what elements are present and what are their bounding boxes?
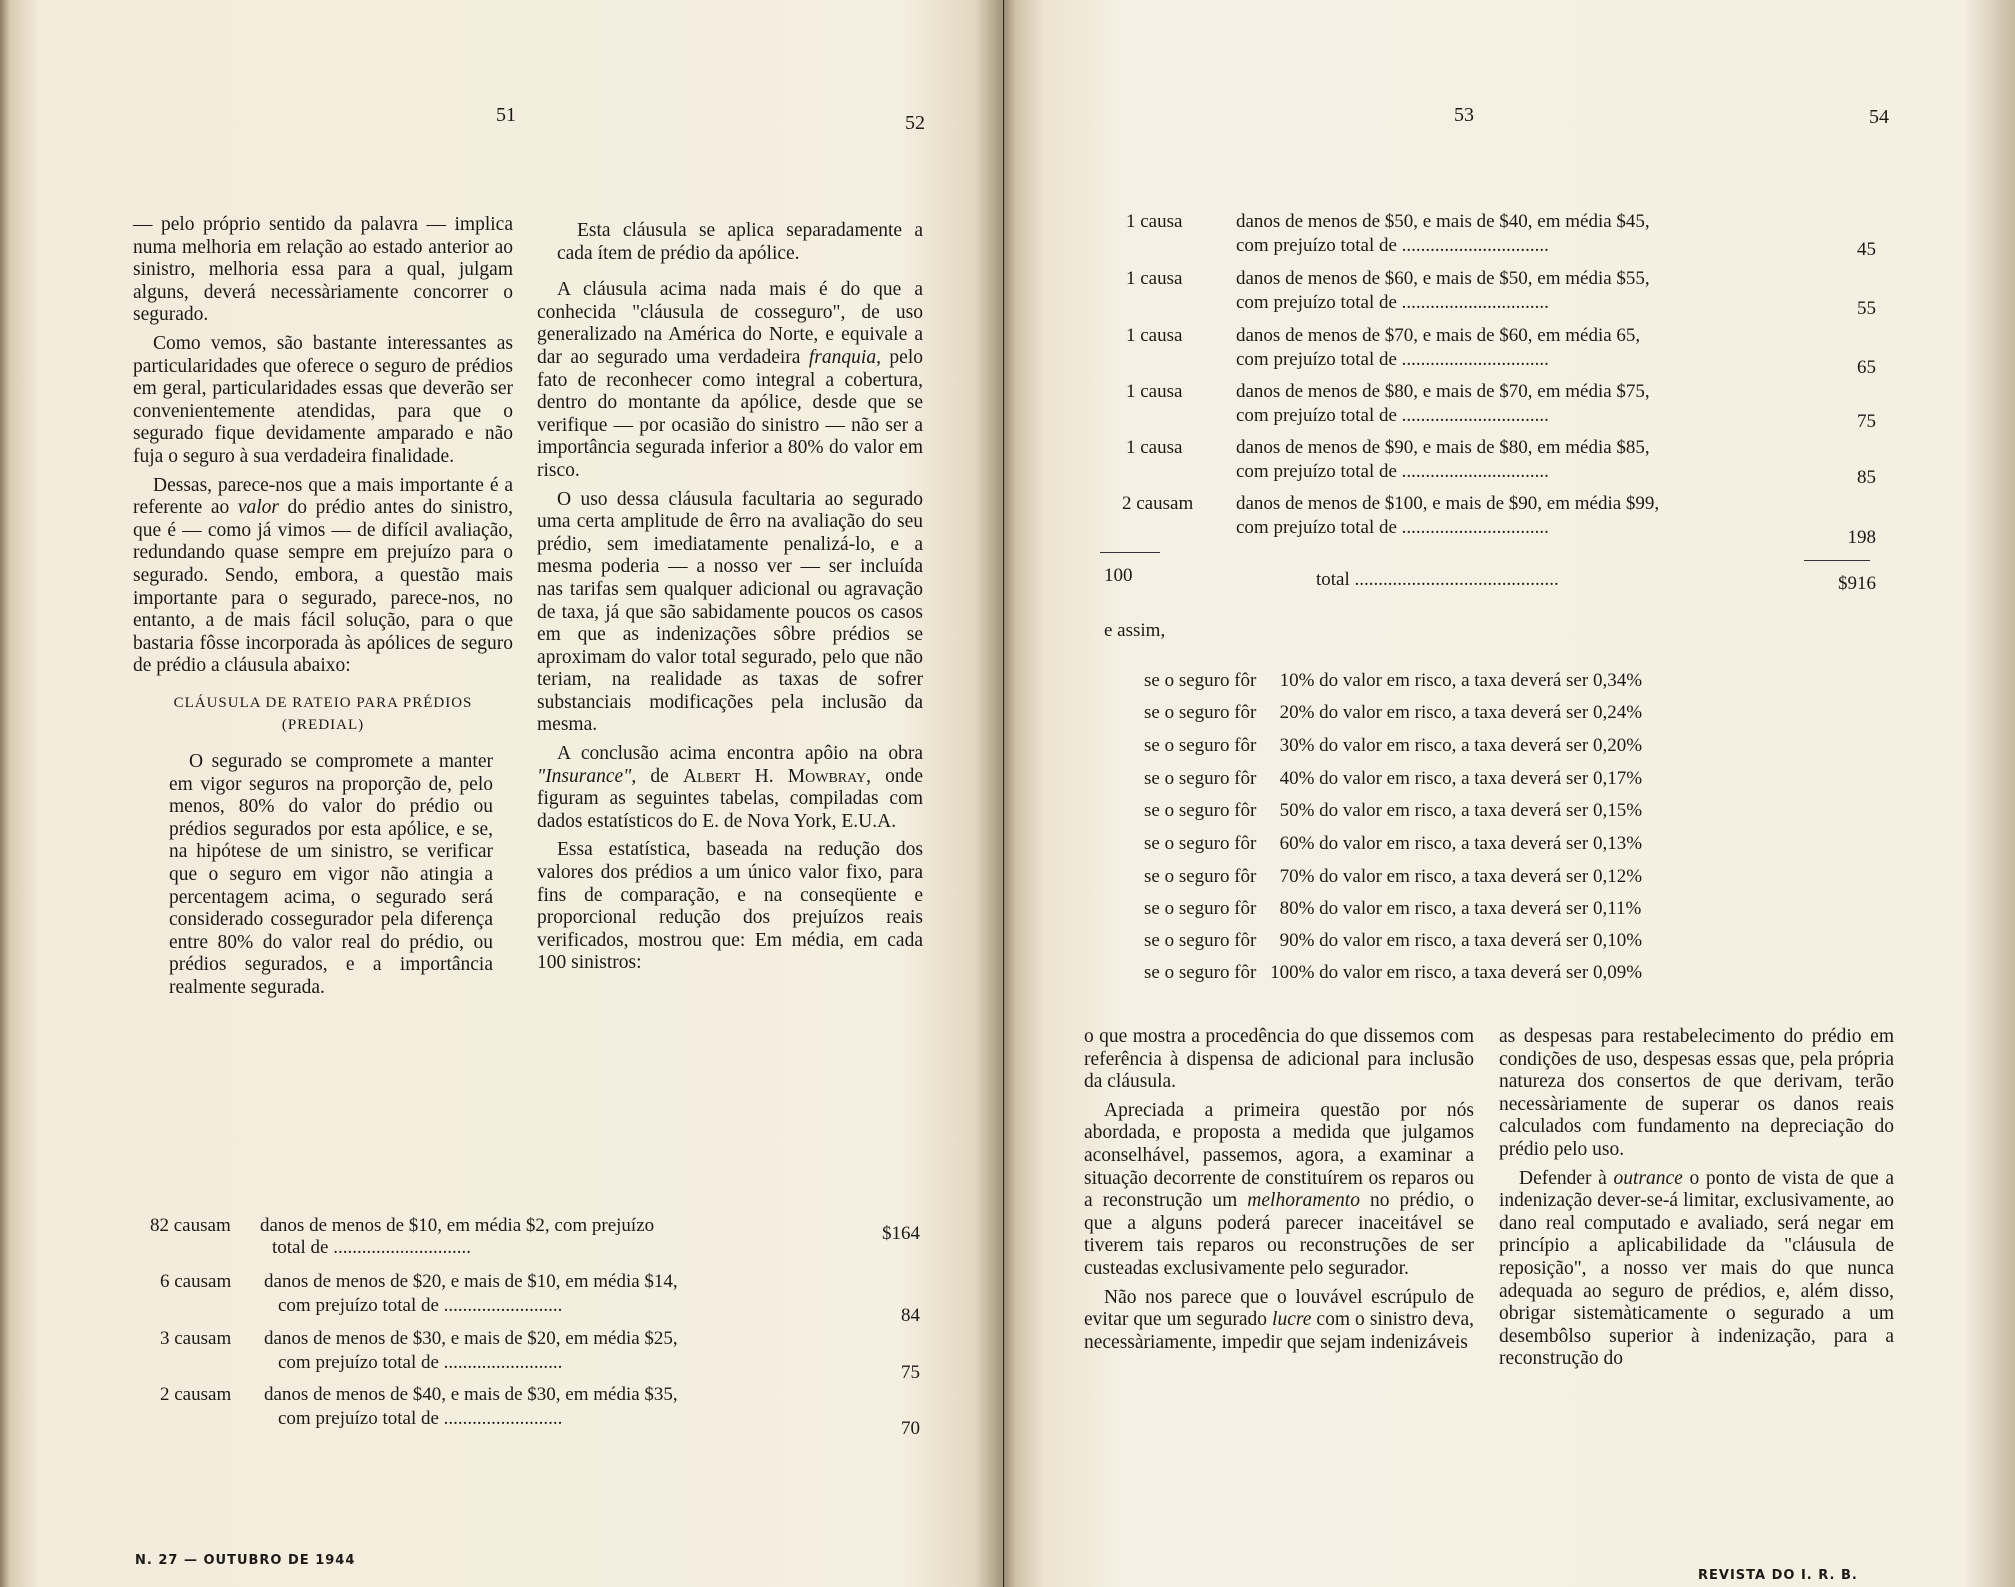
rate-row: se o seguro fôr 70% do valor em risco, a taxa deverá ser 0,12% bbox=[1144, 866, 1643, 887]
page-number-53: 53 bbox=[1454, 104, 1474, 126]
rate-row: se o seguro fôr 10% do valor em risco, a taxa deverá ser 0,34% bbox=[1144, 670, 1643, 691]
total-rule-right bbox=[1804, 560, 1870, 561]
paragraph: Essa estatística, baseada na redução dos valores dos prédios a um único valor fixo, para fins de comparação, e na conseqüente e proporcional redução dos prejuízos reais verificados, mostrou que: Em média, em cada 100 sinistros: bbox=[537, 839, 923, 974]
paragraph: Apreciada a primeira questão por nós abordada, e proposta a medida que julgamos aconselhável, passemos, agora, a examinar a situação decorrente de constituírem os reparos ou a reconstrução um melhoramento no prédio, o que a alguns poderá parecer inaceitável se tiverem tais reparos ou reconstruções de ser custeadas exclusivamente pelo segurador. bbox=[1084, 1099, 1474, 1279]
paragraph: Dessas, parece-nos que a mais importante é a referente ao valor do prédio antes do sinistro, que é — como já vimos — de difícil avaliação, redundando quase sempre em prejuízo para o segurado. Sendo, embora, a questão mais importante para o segurado, parece-nos, no entanto, a de mais fácil solução, para o que bastaria fôsse incorporada às apólices de seguro de prédio a cláusula abaixo: bbox=[133, 474, 513, 677]
paragraph: — pelo próprio sentido da palavra — implica numa melhoria em relação ao estado anterior ao sinistro, melhoria essa para a qual, julgam alguns, deverá necessàriamente concorrer o segurado. bbox=[133, 214, 513, 326]
rate-row: se o seguro fôr 40% do valor em risco, a taxa deverá ser 0,17% bbox=[1144, 768, 1643, 789]
page-number-51: 51 bbox=[496, 104, 516, 126]
footer-journal: REVISTA DO I. R. B. bbox=[1698, 1568, 1858, 1583]
paragraph: as despesas para restabelecimento do prédio em condições de uso, despesas essas que, pela própria natureza dos consertos de que derivam, terão necessàriamente de superar os danos reais calculados com fundamento na depreciação do prédio pelo uso. bbox=[1499, 1026, 1894, 1160]
page53-column bbox=[1084, 1026, 1474, 1360]
rate-row: se o seguro fôr 60% do valor em risco, a taxa deverá ser 0,13% bbox=[1144, 833, 1643, 854]
rate-row: se o seguro fôr 50% do valor em risco, a taxa deverá ser 0,15% bbox=[1144, 800, 1643, 821]
rate-row: se o seguro fôr 30% do valor em risco, a taxa deverá ser 0,20% bbox=[1144, 735, 1643, 756]
paragraph: o que mostra a procedência do que dissemos com referência à dispensa de adicional para inclusão da cláusula. bbox=[1084, 1026, 1474, 1093]
paragraph: A conclusão acima encontra apôio na obra "Insurance", de Albert H. Mowbray, onde figuram as seguintes tabelas, compiladas com dados estatísticos do E. de Nova York, E.U.A. bbox=[537, 743, 924, 832]
paragraph: Defender à outrance o ponto de vista de que a indenização dever-se-á limitar, exclusivamente, ao dano real computado e avaliado, será negar em princípio a aplicabilidade da "cláusula de reposição", a nosso ver mais do que nunca adequada ao seguro de prédios, e, além disso, obrigar sistemàticamente o segurado a um desembôlso superior à indenização, para a reconstrução do bbox=[1499, 1167, 1894, 1370]
rate-row: se o seguro fôr 80% do valor em risco, a taxa deverá ser 0,11% bbox=[1144, 898, 1642, 919]
clause-text: O segurado se compromete a manter em vigor seguros na proporção de, pelo menos, 80% do valor do prédio ou prédios segurados por esta apólice, e se, na hipótese de um sinistro, se verificar que o seguro em vigor não atingia a percentagem acima, o segurado será considerado cossegurador pela diferença entre 80% do valor real do prédio, ou prédios segurados, e a importância realmente segurada. bbox=[169, 751, 493, 998]
left-page: 51 52 — pelo próprio sentido da palavra — implica numa melhoria em relação ao estado anterior ao sinistro, melhoria essa para a qual, julgam alguns, deverá necessàriamente concorrer o segurado. Como vemos, são bastante interessantes as particularidades que oferece o seguro de prédios em geral, particularidades essas que deverão ser convenientemente atendidas, para que o segurado fique devidamente amparado e não fuja o seguro à sua verdadeira finalidade. Dessas, parece-nos que a mais importante é a referente ao valor do prédio antes do sinistro, que é — como já vimos — de difícil avaliação, redundando quase sempre em prejuízo para o segurado. Sendo, embora, a questão mais importante para o segurado, parece-nos, no entanto, a de mais fácil solução, para o que bastaria fôsse incorporada às apólices de seguro de prédio a cláusula abaixo: CLÁUSULA DE RATEIO PARA PRÉDIOS (PREDIAL) O segurado se compromete a manter em vigor seguros na proporção de, pelo menos, 80% do valor do prédio ou prédios segurados por esta apólice, e se, na hipótese de um sinistro, se verificar que o seguro em vigor não atingia a percentagem acima, o segurado será considerado cossegurador pela diferença entre 80% do valor real do prédio, ou prédios segurados, e a importância realmente segurada. Esta cláusula se aplica separadamente a cada ítem de prédio da apólice. A cláusula acima nada mais é do que a conhecida "cláusula de cosseguro", de uso generalizado na América do Norte, e equivale a dar ao segurado uma verdadeira franquia, pelo fato de reconhecer como integral a cobertura, dentro do montante da apólice, desde que se verifique — por ocasião do sinistro — não ser a importância segurada inferior a 80% do valor em risco. O uso dessa cláusula facultaria ao segurado uma certa amplitude de êrro na avaliação do seu prédio, sem imediatamente penalizá-lo, e a mesma poderia — a nosso ver — ser incluída nas tarifas sem qualquer adicional ou agravação de taxa, já que são sabidamente poucos os casos em que as indenizações sôbre prédios se aproximam do valor total segurado, pelo que não teriam, na realidade as taxas de sofrer substanciais modificações pela inclusão da mesma. A conclusão acima encontra apôio na obra "Insurance", de Albert H. Mowbray, onde figuram as seguintes tabelas, compiladas com dados estatísticos do E. de Nova York, E.U.A. Essa estatística, baseada na redução dos valores dos prédios a um único valor fixo, para fins de comparação, e na conseqüente e proporcional redução dos prejuízos reais verificados, mostrou que: Em média, em cada 100 sinistros: 82 causam danos de menos de $10, em média $2, com prejuízo total de ............................. $164 6 causam danos de menos de $20, e mais de $10, em média $14, com prejuízo total de ......................... 84 3 causam danos de menos de $30, e mais de $20, em média $25, com prejuízo total de ......................... 75 2 causam danos de menos de $40, e mais de $30, em média $35, com prejuízo total de ......................... 70 N. 27 — OUTUBRO DE 1944 bbox=[0, 0, 1003, 1587]
paragraph: Esta cláusula se aplica separadamente a cada ítem de prédio da apólice. bbox=[557, 220, 923, 264]
page51-column bbox=[133, 214, 513, 1000]
rate-row: se o seguro fôr 90% do valor em risco, a taxa deverá ser 0,10% bbox=[1144, 930, 1643, 951]
footer-issue: N. 27 — OUTUBRO DE 1944 bbox=[135, 1553, 356, 1568]
rate-row: se o seguro fôr 100% do valor em risco, a taxa deverá ser 0,09% bbox=[1144, 962, 1643, 983]
page52-column bbox=[537, 220, 923, 981]
right-page: 53 54 1 causa danos de menos de $50, e mais de $40, em média $45, com prejuízo total de ............................... 45 1 causa danos de menos de $60, e mais de $50, em média $55, com prejuízo total de ............................... 55 1 causa danos de menos de $70, e mais de $60, em média 65, com prejuízo total de ............................... 65 1 causa danos de menos de $80, e mais de $70, em média $75, com prejuízo total de ............................... 75 1 causa danos de menos de $90, e mais de $80, em média $85, com prejuízo total de ............................... 85 2 causam danos de menos de $100, e mais de $90, em média $99, com prejuízo total de ............................... 198 100 total ........................................... $916 e assim, se o seguro fôr 10% do valor em risco, a taxa deverá ser 0,34% se o seguro fôr 20% do valor em risco, a taxa deverá ser 0,24% se o seguro fôr 30% do valor em risco, a taxa deverá ser 0,20% se o seguro fôr 40% do valor em risco, a taxa deverá ser 0,17% se o seguro fôr 50% do valor em risco, a taxa deverá ser 0,15% se o seguro fôr 60% do valor em risco, a taxa deverá ser 0,13% se o seguro fôr 70% do valor em risco, a taxa deverá ser 0,12% se o seguro fôr 80% do valor em risco, a taxa deverá ser 0,11% se o seguro fôr 90% do valor em risco, a taxa deverá ser 0,10% se o seguro fôr 100% do valor em risco, a taxa deverá ser 0,09% o que mostra a procedência do que dissemos com referência à dispensa de adicional para inclusão da cláusula. Apreciada a primeira questão por nós abordada, e proposta a medida que julgamos aconselhável, passemos, agora, a examinar a situação decorrente de constituírem os reparos ou a reconstrução um melhoramento no prédio, o que a alguns poderá parecer inaceitável se tiverem tais reparos ou reconstruções de ser custeadas exclusivamente pelo segurador. Não nos parece que o louvável escrúpulo de evitar que um segurado lucre com o sinistro deva, necessàriamente, impedir que sejam indenizáveis as despesas para restabelecimento do prédio em condições de uso, despesas essas que, pela própria natureza dos consertos de que derivam, terão necessàriamente de superar os danos reais calculados com fundamento na depreciação do prédio pelo uso. Defender à outrance o ponto de vista de que a indenização dever-se-á limitar, exclusivamente, ao dano real computado e avaliado, será negar em princípio a aplicabilidade da "cláusula de reposição", a nosso ver mais do que nunca adequada ao seguro de prédios, e, além disso, obrigar sistemàticamente o segurado a um desembôlso superior à indenização, para a reconstrução do REVISTA DO I. R. B. bbox=[1004, 0, 2015, 1587]
paragraph: A cláusula acima nada mais é do que a conhecida "cláusula de cosseguro", de uso generalizado na América do Norte, e equivale a dar ao segurado uma verdadeira franquia, pelo fato de reconhecer como integral a cobertura, dentro do montante da apólice, desde que se verifique — por ocasião do sinistro — não ser a importância segurada inferior a 80% do valor em risco. bbox=[537, 279, 923, 481]
paragraph: Como vemos, são bastante interessantes as particularidades que oferece o seguro de prédios em geral, particularidades essas que deverão ser convenientemente atendidas, para que o segurado fique devidamente amparado e não fuja o seguro à sua verdadeira finalidade. bbox=[133, 332, 513, 467]
rate-row: se o seguro fôr 20% do valor em risco, a taxa deverá ser 0,24% bbox=[1144, 702, 1643, 723]
total-rule-left bbox=[1100, 552, 1160, 553]
paragraph: Não nos parece que o louvável escrúpulo de evitar que um segurado lucre com o sinistro deva, necessàriamente, impedir que sejam indenizáveis bbox=[1084, 1286, 1475, 1353]
clause-title: CLÁUSULA DE RATEIO PARA PRÉDIOS (PREDIAL) bbox=[173, 694, 473, 734]
page54-column bbox=[1499, 1026, 1894, 1377]
paragraph: O uso dessa cláusula facultaria ao segurado uma certa amplitude de êrro na avaliação do seu prédio, sem imediatamente penalizá-lo, e a mesma poderia — a nosso ver — ser incluída nas tarifas sem qualquer adicional ou agravação de taxa, já que são sabidamente poucos os casos em que as indenizações sôbre prédios se aproximam do valor total segurado, pelo que não teriam, na realidade as taxas de sofrer substanciais modificações pela inclusão da mesma. bbox=[537, 488, 923, 736]
e-assim-text: e assim, bbox=[1104, 620, 1166, 641]
page-number-52: 52 bbox=[905, 112, 925, 134]
page-number-54: 54 bbox=[1869, 106, 1889, 128]
